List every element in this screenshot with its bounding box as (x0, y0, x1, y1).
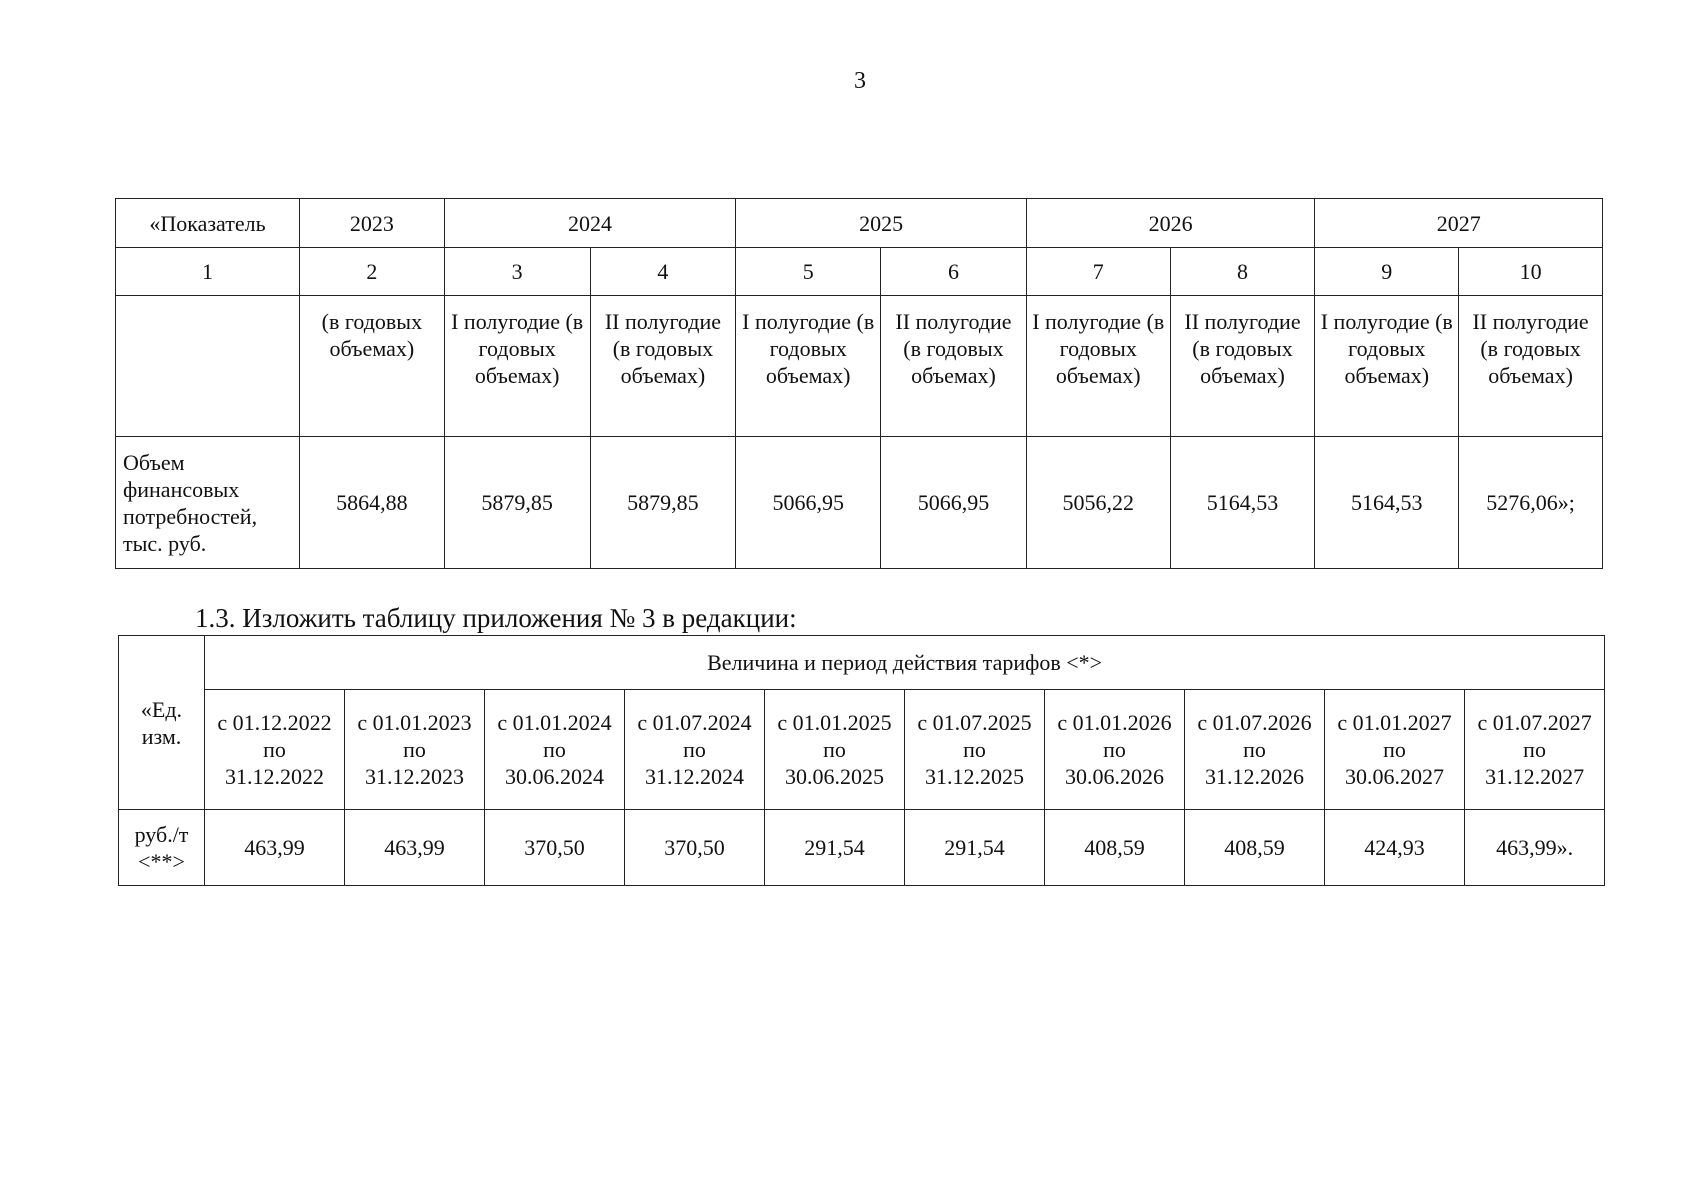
tariff-period-cell (765, 690, 905, 810)
page-number: 3 (854, 68, 866, 94)
unit-header: «Ед. изм. (119, 636, 205, 810)
period-from: с 01.07.2026 (1197, 710, 1312, 735)
tariff-value: 463,99». (1465, 810, 1605, 886)
column-number: 10 (1459, 248, 1603, 296)
period-to-word: по (543, 737, 566, 762)
value-cell: 5066,95 (881, 437, 1027, 569)
financial-needs-row (116, 437, 1603, 569)
period-from: с 01.01.2023 (357, 710, 472, 735)
year-header: 2026 (1026, 199, 1315, 248)
column-number: 9 (1315, 248, 1459, 296)
period-to: 31.12.2023 (365, 764, 464, 789)
period-to-word: по (683, 737, 706, 762)
period-from: с 01.07.2025 (917, 710, 1032, 735)
tariff-value: 370,50 (485, 810, 625, 886)
year-header-row (116, 199, 1603, 248)
tariff-value: 463,99 (205, 810, 345, 886)
period-cell: (в годовых объемах) (299, 296, 444, 437)
period-to-word: по (263, 737, 286, 762)
tariff-value: 408,59 (1045, 810, 1185, 886)
column-number-row (116, 248, 1603, 296)
period-to-word: по (963, 737, 986, 762)
period-to-word: по (823, 737, 846, 762)
period-cell: II полугодие (в годовых объемах) (1459, 296, 1603, 437)
column-number: 3 (444, 248, 590, 296)
tariff-period-cell (905, 690, 1045, 810)
tariff-value: 291,54 (905, 810, 1045, 886)
value-cell: 5164,53 (1170, 437, 1315, 569)
column-number: 7 (1026, 248, 1170, 296)
period-from: с 01.01.2027 (1337, 710, 1452, 735)
tariff-value: 424,93 (1325, 810, 1465, 886)
tariff-group-header-row (119, 636, 1605, 690)
year-header: 2024 (444, 199, 736, 248)
value-cell: 5276,06»; (1459, 437, 1603, 569)
column-number: 6 (881, 248, 1027, 296)
tariff-period-cell (1465, 690, 1605, 810)
tariff-period-cell (345, 690, 485, 810)
period-to: 31.12.2024 (645, 764, 744, 789)
period-to-word: по (1523, 737, 1546, 762)
tariff-value: 370,50 (625, 810, 765, 886)
tariff-period-cell (625, 690, 765, 810)
tariff-period-cell (1185, 690, 1325, 810)
period-cell-empty (116, 296, 300, 437)
period-cell: II полугодие (в годовых объемах) (1170, 296, 1315, 437)
tariff-value: 408,59 (1185, 810, 1325, 886)
tariff-value-row (119, 810, 1605, 886)
tariff-period-cell (1325, 690, 1465, 810)
financial-needs-table (115, 198, 1603, 569)
column-number: 4 (590, 248, 736, 296)
value-cell: 5164,53 (1315, 437, 1459, 569)
period-to: 30.06.2024 (505, 764, 604, 789)
period-to: 30.06.2025 (785, 764, 884, 789)
period-row (116, 296, 1603, 437)
period-to: 31.12.2027 (1485, 764, 1585, 789)
period-from: с 01.07.2027 (1477, 710, 1592, 735)
tariff-period-row (119, 690, 1605, 810)
tariff-period-cell (1045, 690, 1185, 810)
indicator-header: «Показатель (116, 199, 300, 248)
value-cell: 5864,88 (299, 437, 444, 569)
value-cell: 5879,85 (590, 437, 736, 569)
period-to: 31.12.2026 (1205, 764, 1304, 789)
period-to: 31.12.2022 (225, 764, 324, 789)
column-number: 8 (1170, 248, 1315, 296)
period-to-word: по (1243, 737, 1266, 762)
period-to-word: по (1103, 737, 1126, 762)
period-cell: II полугодие (в годовых объемах) (881, 296, 1027, 437)
tariff-period-cell (205, 690, 345, 810)
tariff-group-header: Величина и период действия тарифов <*> (205, 636, 1605, 690)
period-from: с 01.01.2026 (1057, 710, 1172, 735)
period-cell: I полугодие (в годовых объемах) (1026, 296, 1170, 437)
period-cell: I полугодие (в годовых объемах) (444, 296, 590, 437)
period-cell: I полугодие (в годовых объемах) (1315, 296, 1459, 437)
period-from: с 01.12.2022 (217, 710, 332, 735)
year-header: 2025 (736, 199, 1027, 248)
period-to-word: по (1383, 737, 1406, 762)
period-from: с 01.01.2024 (497, 710, 612, 735)
period-to: 30.06.2026 (1065, 764, 1164, 789)
period-to: 30.06.2027 (1345, 764, 1444, 789)
period-to: 31.12.2025 (925, 764, 1024, 789)
period-to-word: по (403, 737, 426, 762)
column-number: 1 (116, 248, 300, 296)
row-label: Объем финансовых потребностей, тыс. руб. (116, 437, 300, 569)
tariff-table (118, 635, 1605, 886)
year-header: 2027 (1315, 199, 1603, 248)
period-from: с 01.07.2024 (637, 710, 752, 735)
section-heading: 1.3. Изложить таблицу приложения № 3 в редакции: (195, 603, 797, 633)
period-cell: II полугодие (в годовых объемах) (590, 296, 736, 437)
unit-cell: руб./т <**> (119, 810, 205, 886)
period-cell: I полугодие (в годовых объемах) (736, 296, 881, 437)
year-header: 2023 (299, 199, 444, 248)
value-cell: 5056,22 (1026, 437, 1170, 569)
tariff-value: 291,54 (765, 810, 905, 886)
tariff-value: 463,99 (345, 810, 485, 886)
period-from: с 01.01.2025 (777, 710, 892, 735)
value-cell: 5066,95 (736, 437, 881, 569)
column-number: 5 (736, 248, 881, 296)
tariff-period-cell (485, 690, 625, 810)
value-cell: 5879,85 (444, 437, 590, 569)
column-number: 2 (299, 248, 444, 296)
